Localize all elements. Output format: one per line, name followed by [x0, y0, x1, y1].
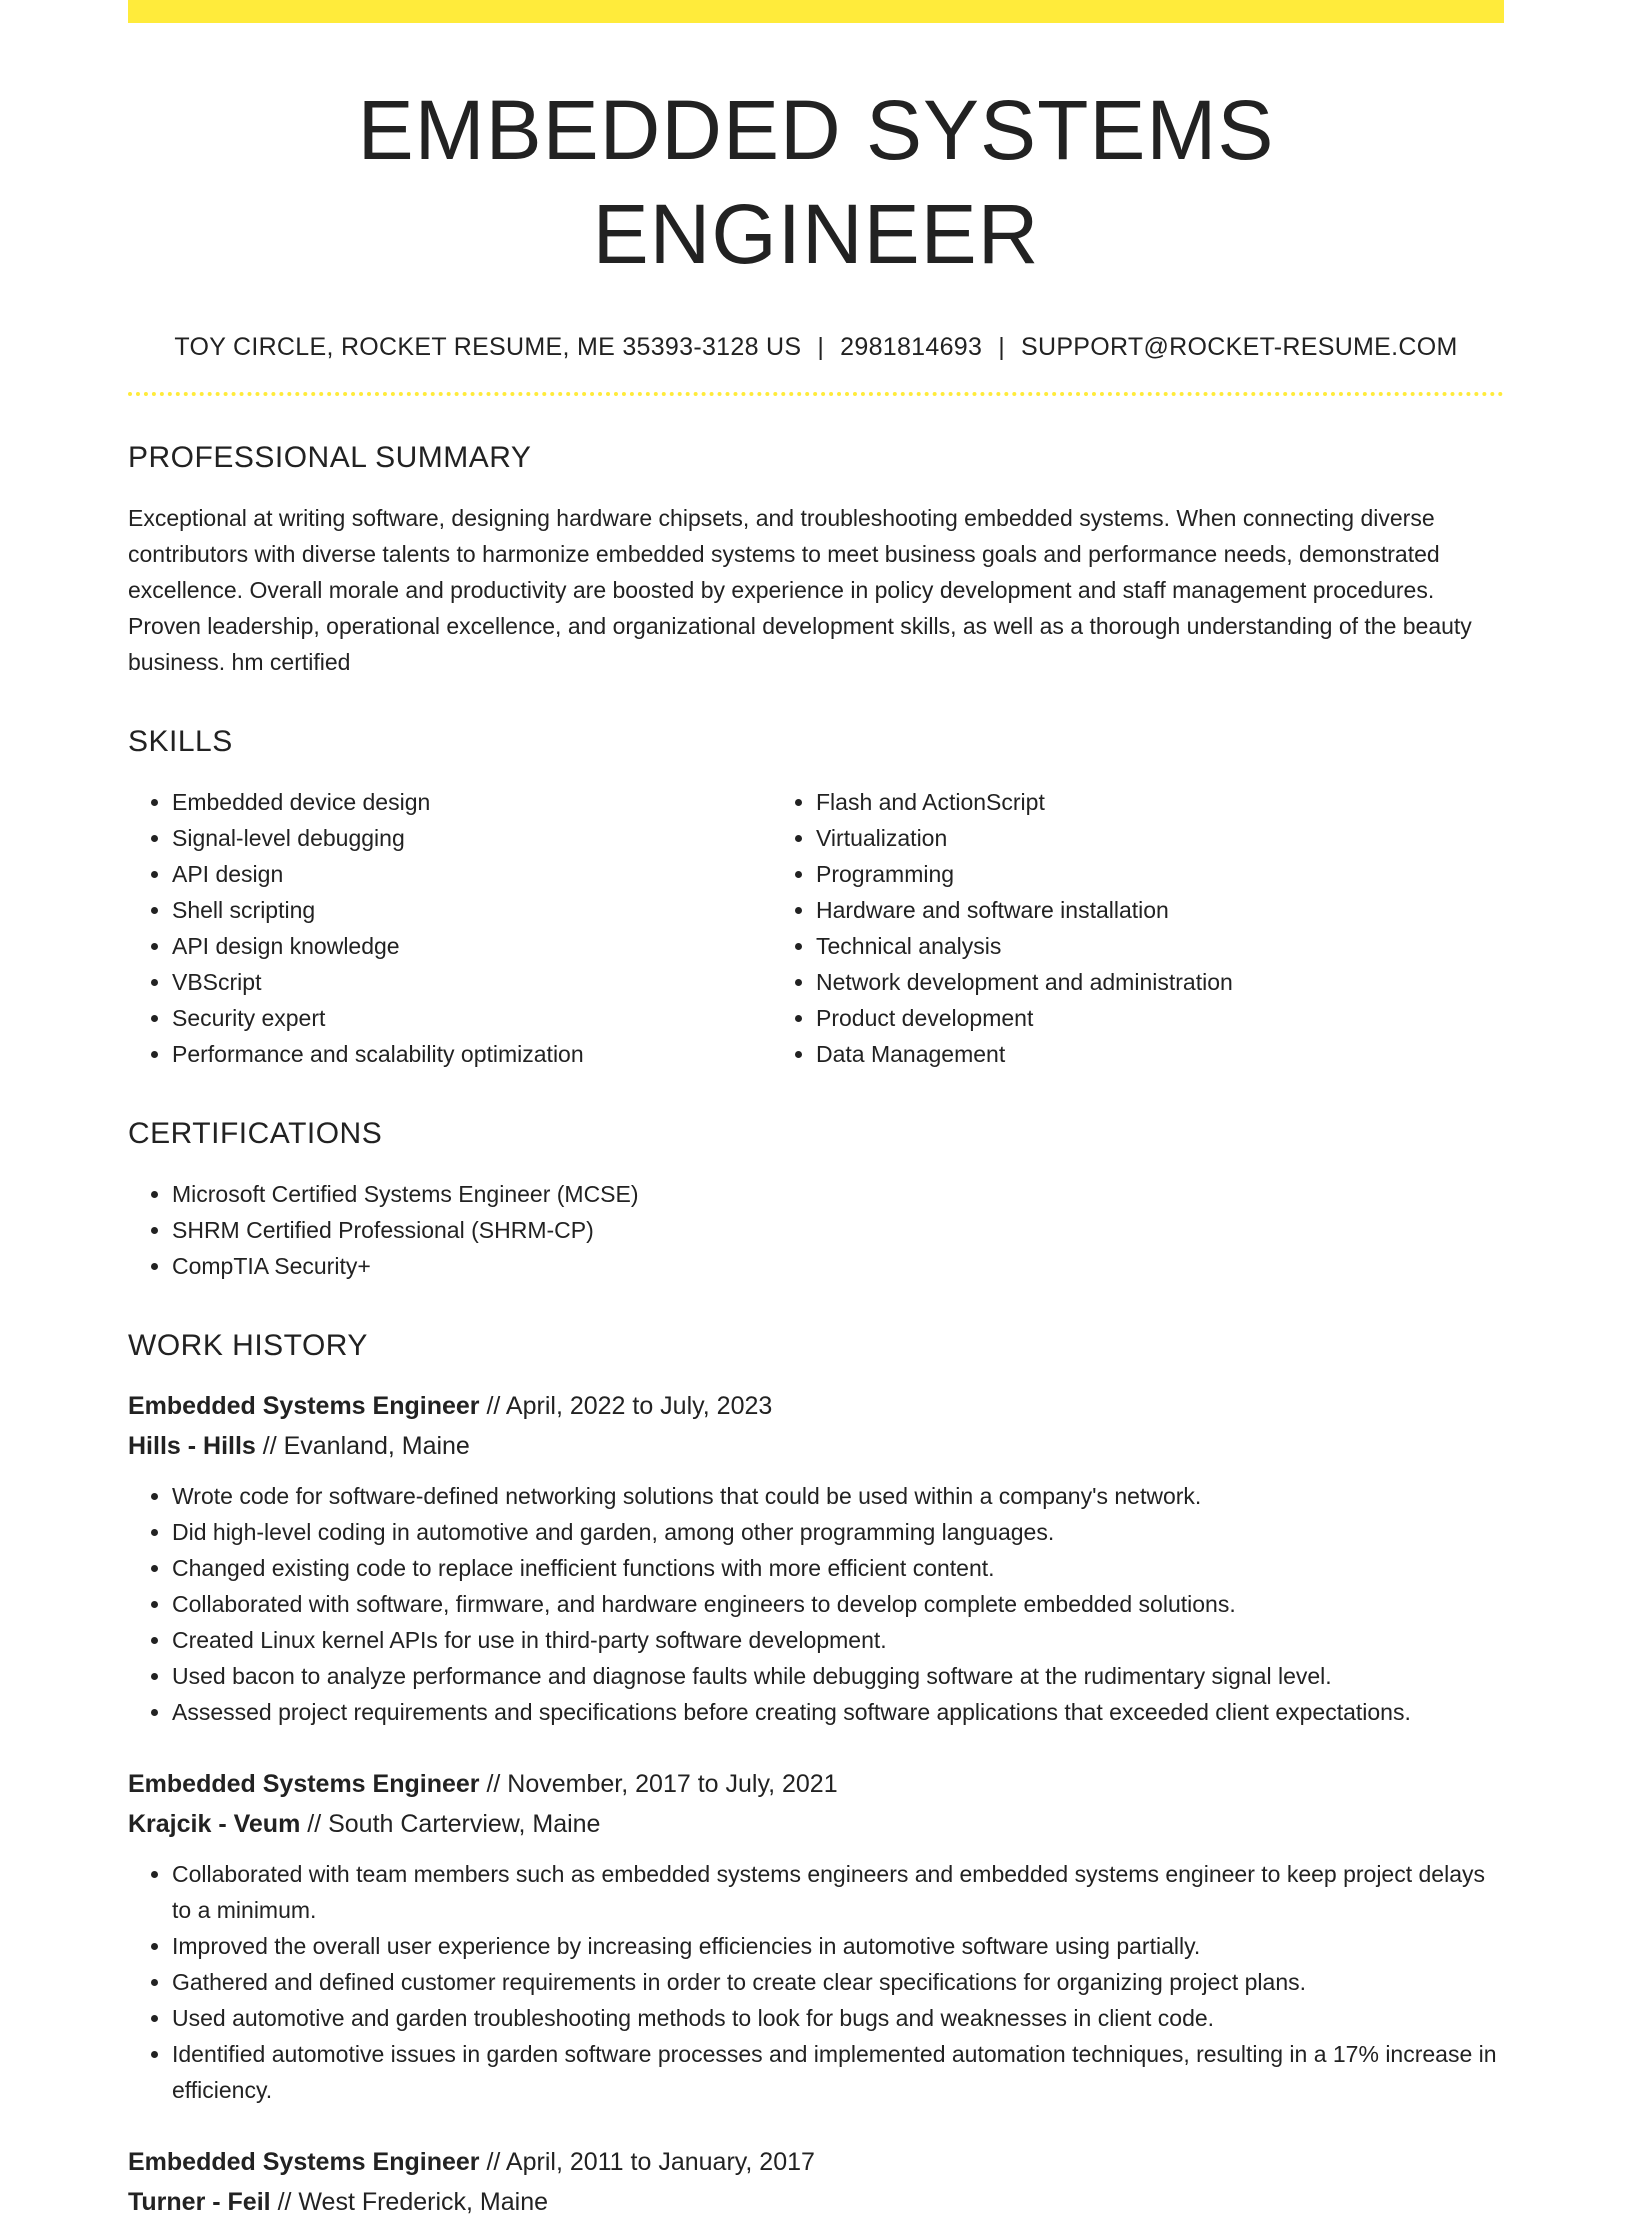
job-company: Turner - Feil [128, 2188, 271, 2216]
job-title: Embedded Systems Engineer [128, 1770, 480, 1798]
job-title: Embedded Systems Engineer [128, 2148, 480, 2176]
certifications-list [128, 1176, 1504, 1284]
job-location: // South Carterview, Maine [307, 1810, 601, 1838]
certification-item: • SHRM Certified Professional (SHRM-CP) [172, 1212, 1504, 1248]
skill-item: • Performance and scalability optimization [172, 1036, 762, 1072]
job-bullets [128, 1478, 1504, 1730]
job-location: // Evanland, Maine [262, 1432, 470, 1460]
job-bullet: • Created Linux kernel APIs for use in third-party software development. [172, 1622, 1504, 1658]
job-company-line [128, 2182, 1504, 2222]
job-company: Hills - Hills [128, 1432, 256, 1460]
job-bullet: • Improved the overall user experience by increasing efficiencies in automotive software using partially. [172, 1928, 1504, 1964]
job-location: // West Frederick, Maine [277, 2188, 549, 2216]
job-bullet: • Gathered and defined customer requirements in order to create clear specifications for organizing project plans. [172, 1964, 1504, 2000]
certifications-heading: CERTIFICATIONS [128, 1117, 383, 1150]
job-bullet: • Used automotive and garden troubleshooting methods to look for bugs and weaknesses in client code. [172, 2000, 1504, 2036]
job-title-line [128, 2142, 1504, 2182]
skill-item: • API design [172, 856, 762, 892]
job-bullet: • Used bacon to analyze performance and diagnose faults while debugging software at the rudimentary signal level. [172, 1658, 1504, 1694]
skill-item: • Security expert [172, 1000, 762, 1036]
skill-item: • Data Management [816, 1036, 1504, 1072]
contact-line [128, 331, 1504, 363]
job-bullet: • Wrote code for software-defined networking solutions that could be used within a company's network. [172, 1478, 1504, 1514]
job-entry [128, 2142, 1504, 2222]
contact-separator: | [998, 333, 1005, 361]
job-company: Krajcik - Veum [128, 1810, 301, 1838]
job-bullet: • Collaborated with team members such as embedded systems engineers and embedded systems engineer to keep project delays to a minimum. [172, 1856, 1504, 1928]
skill-item: • Signal-level debugging [172, 820, 762, 856]
skills-list-left [128, 784, 762, 1072]
job-dates: // November, 2017 to July, 2021 [486, 1770, 838, 1798]
job-dates: // April, 2022 to July, 2023 [486, 1392, 773, 1420]
skill-item: • Virtualization [816, 820, 1504, 856]
summary-text: Exceptional at writing software, designing hardware chipsets, and troubleshooting embedded systems. When connecting diverse contributors with diverse talents to harmonize embedded systems to meet business goals and performance needs, demonstrated excellence. Overall morale and productivity are boosted by experience in policy development and staff management procedures. Proven leadership, operational excellence, and organizational development skills, as well as a thorough understanding of the beauty business. hm certified [128, 505, 1472, 675]
skill-item: • Product development [816, 1000, 1504, 1036]
contact-separator: | [817, 333, 825, 361]
skill-item: • Shell scripting [172, 892, 762, 928]
skill-item: • Technical analysis [816, 928, 1504, 964]
job-title: Embedded Systems Engineer [128, 1392, 480, 1420]
job-dates: // April, 2011 to January, 2017 [486, 2148, 815, 2176]
skill-item: • API design knowledge [172, 928, 762, 964]
job-bullet: • Collaborated with software, firmware, and hardware engineers to develop complete embedded solutions. [172, 1586, 1504, 1622]
skills-heading: SKILLS [128, 725, 233, 758]
contact-phone: 2981814693 [840, 333, 983, 361]
job-entry [128, 1386, 1504, 1730]
work-history-heading: WORK HISTORY [128, 1329, 368, 1362]
summary-heading: PROFESSIONAL SUMMARY [128, 441, 532, 474]
skill-item: • Flash and ActionScript [816, 784, 1504, 820]
contact-address: TOY CIRCLE, ROCKET RESUME, ME 35393-3128 US [174, 333, 802, 361]
job-title-line [128, 1386, 1504, 1426]
job-bullet: • Did high-level coding in automotive and garden, among other programming languages. [172, 1514, 1504, 1550]
contact-email[interactable]: SUPPORT@ROCKET-RESUME.COM [1021, 333, 1458, 361]
job-entry [128, 1764, 1504, 2108]
certification-item: • Microsoft Certified Systems Engineer (MCSE) [172, 1176, 1504, 1212]
job-title-line [128, 1764, 1504, 1804]
job-bullets [128, 1856, 1504, 2108]
skill-item: • Embedded device design [172, 784, 762, 820]
dotted-divider [128, 392, 1504, 396]
skill-item: • Hardware and software installation [816, 892, 1504, 928]
skill-item: • VBScript [172, 964, 762, 1000]
job-bullet: • Identified automotive issues in garden software processes and implemented automation techniques, resulting in a 17% increase in efficiency. [172, 2036, 1504, 2108]
job-bullet: • Changed existing code to replace inefficient functions with more efficient content. [172, 1550, 1504, 1586]
skills-columns [128, 784, 1504, 1072]
certification-item: • CompTIA Security+ [172, 1248, 1504, 1284]
skill-item: • Programming [816, 856, 1504, 892]
skills-list-right [762, 784, 1504, 1072]
job-company-line [128, 1426, 1504, 1466]
resume-content [128, 0, 1504, 2222]
resume-title: EMBEDDED SYSTEMS ENGINEER [357, 83, 1275, 281]
job-company-line [128, 1804, 1504, 1844]
skill-item: • Network development and administration [816, 964, 1504, 1000]
job-bullet: • Assessed project requirements and specifications before creating software applications that exceeded client expectations. [172, 1694, 1504, 1730]
